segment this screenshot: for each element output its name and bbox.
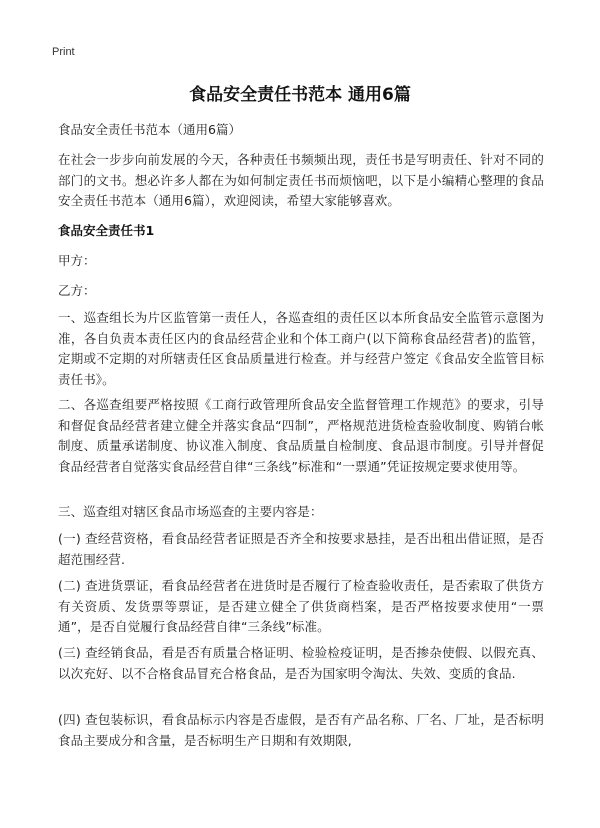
print-label: Print [52,46,75,58]
paragraph-7: (四) 查包装标识，看食品标示内容是否虚假，是否有产品名称、厂名、厂址，是否标明食品主要成分和含量，是否标明生产日期和有效期限, [58,712,544,748]
paragraph-5: (二) 查进货票证，看食品经营者在进货时是否履行了检查验收责任，是否索取了供货方有关资质、发货票等票证，是否建立健全了供货商档案，是否严格按要求使用“一票通”，是否自觉履行食品经营自律“三条线”标准。 [58,578,544,634]
section-heading-1: 食品安全责任书1 [58,223,155,238]
document-subtitle: 食品安全责任书范本（通用6篇） [58,122,241,137]
party-a-label: 甲方： [58,253,96,268]
paragraph-2: 二、各巡查组要严格按照《工商行政管理所食品安全监督管理工作规范》的要求，引导和督促食品经营者建立健全并落实食品“四制”，严格规范进货检查验收制度、购销台帐制度、质量承诺制度、协议准入制度、食品质量自检制度、食品退市制度。引导并督促食品经营者自觉落实食品经营自律“三条线”标准和“一票通”凭证按规定要求使用等。 [58,397,544,474]
paragraph-3: 三、巡查组对辖区食品市场巡查的主要内容是： [58,504,323,519]
paragraph-1: 一、巡查组长为片区监管第一责任人，各巡查组的责任区以本所食品安全监管示意图为准，各自负责本责任区内的食品经营企业和个体工商户(以下简称食品经营者)的监管，定期或不定期的对所辖责任区食品质量进行检查。并与经营户签定《食品安全监管目标责任书》。 [58,310,544,387]
paragraph-4: (一) 查经营资格，看食品经营者证照是否齐全和按要求悬挂，是否出租出借证照，是否超范围经营. [58,531,544,567]
document-title: 食品安全责任书范本 通用6篇 [189,85,411,105]
intro-paragraph: 在社会一步步向前发展的今天，各种责任书频频出现，责任书是写明责任、针对不同的部门的文书。想必许多人都在为如何制定责任书而烦恼吧，以下是小编精心整理的食品安全责任书范本（通用6篇），欢迎阅读，希望大家能够喜欢。 [58,152,544,208]
party-b-label: 乙方： [58,283,96,298]
paragraph-6: (三) 查经销食品，看是否有质量合格证明、检验检疫证明，是否掺杂使假、以假充真、以次充好、以不合格食品冒充合格食品，是否为国家明令淘汰、失效、变质的食品. [58,645,544,681]
